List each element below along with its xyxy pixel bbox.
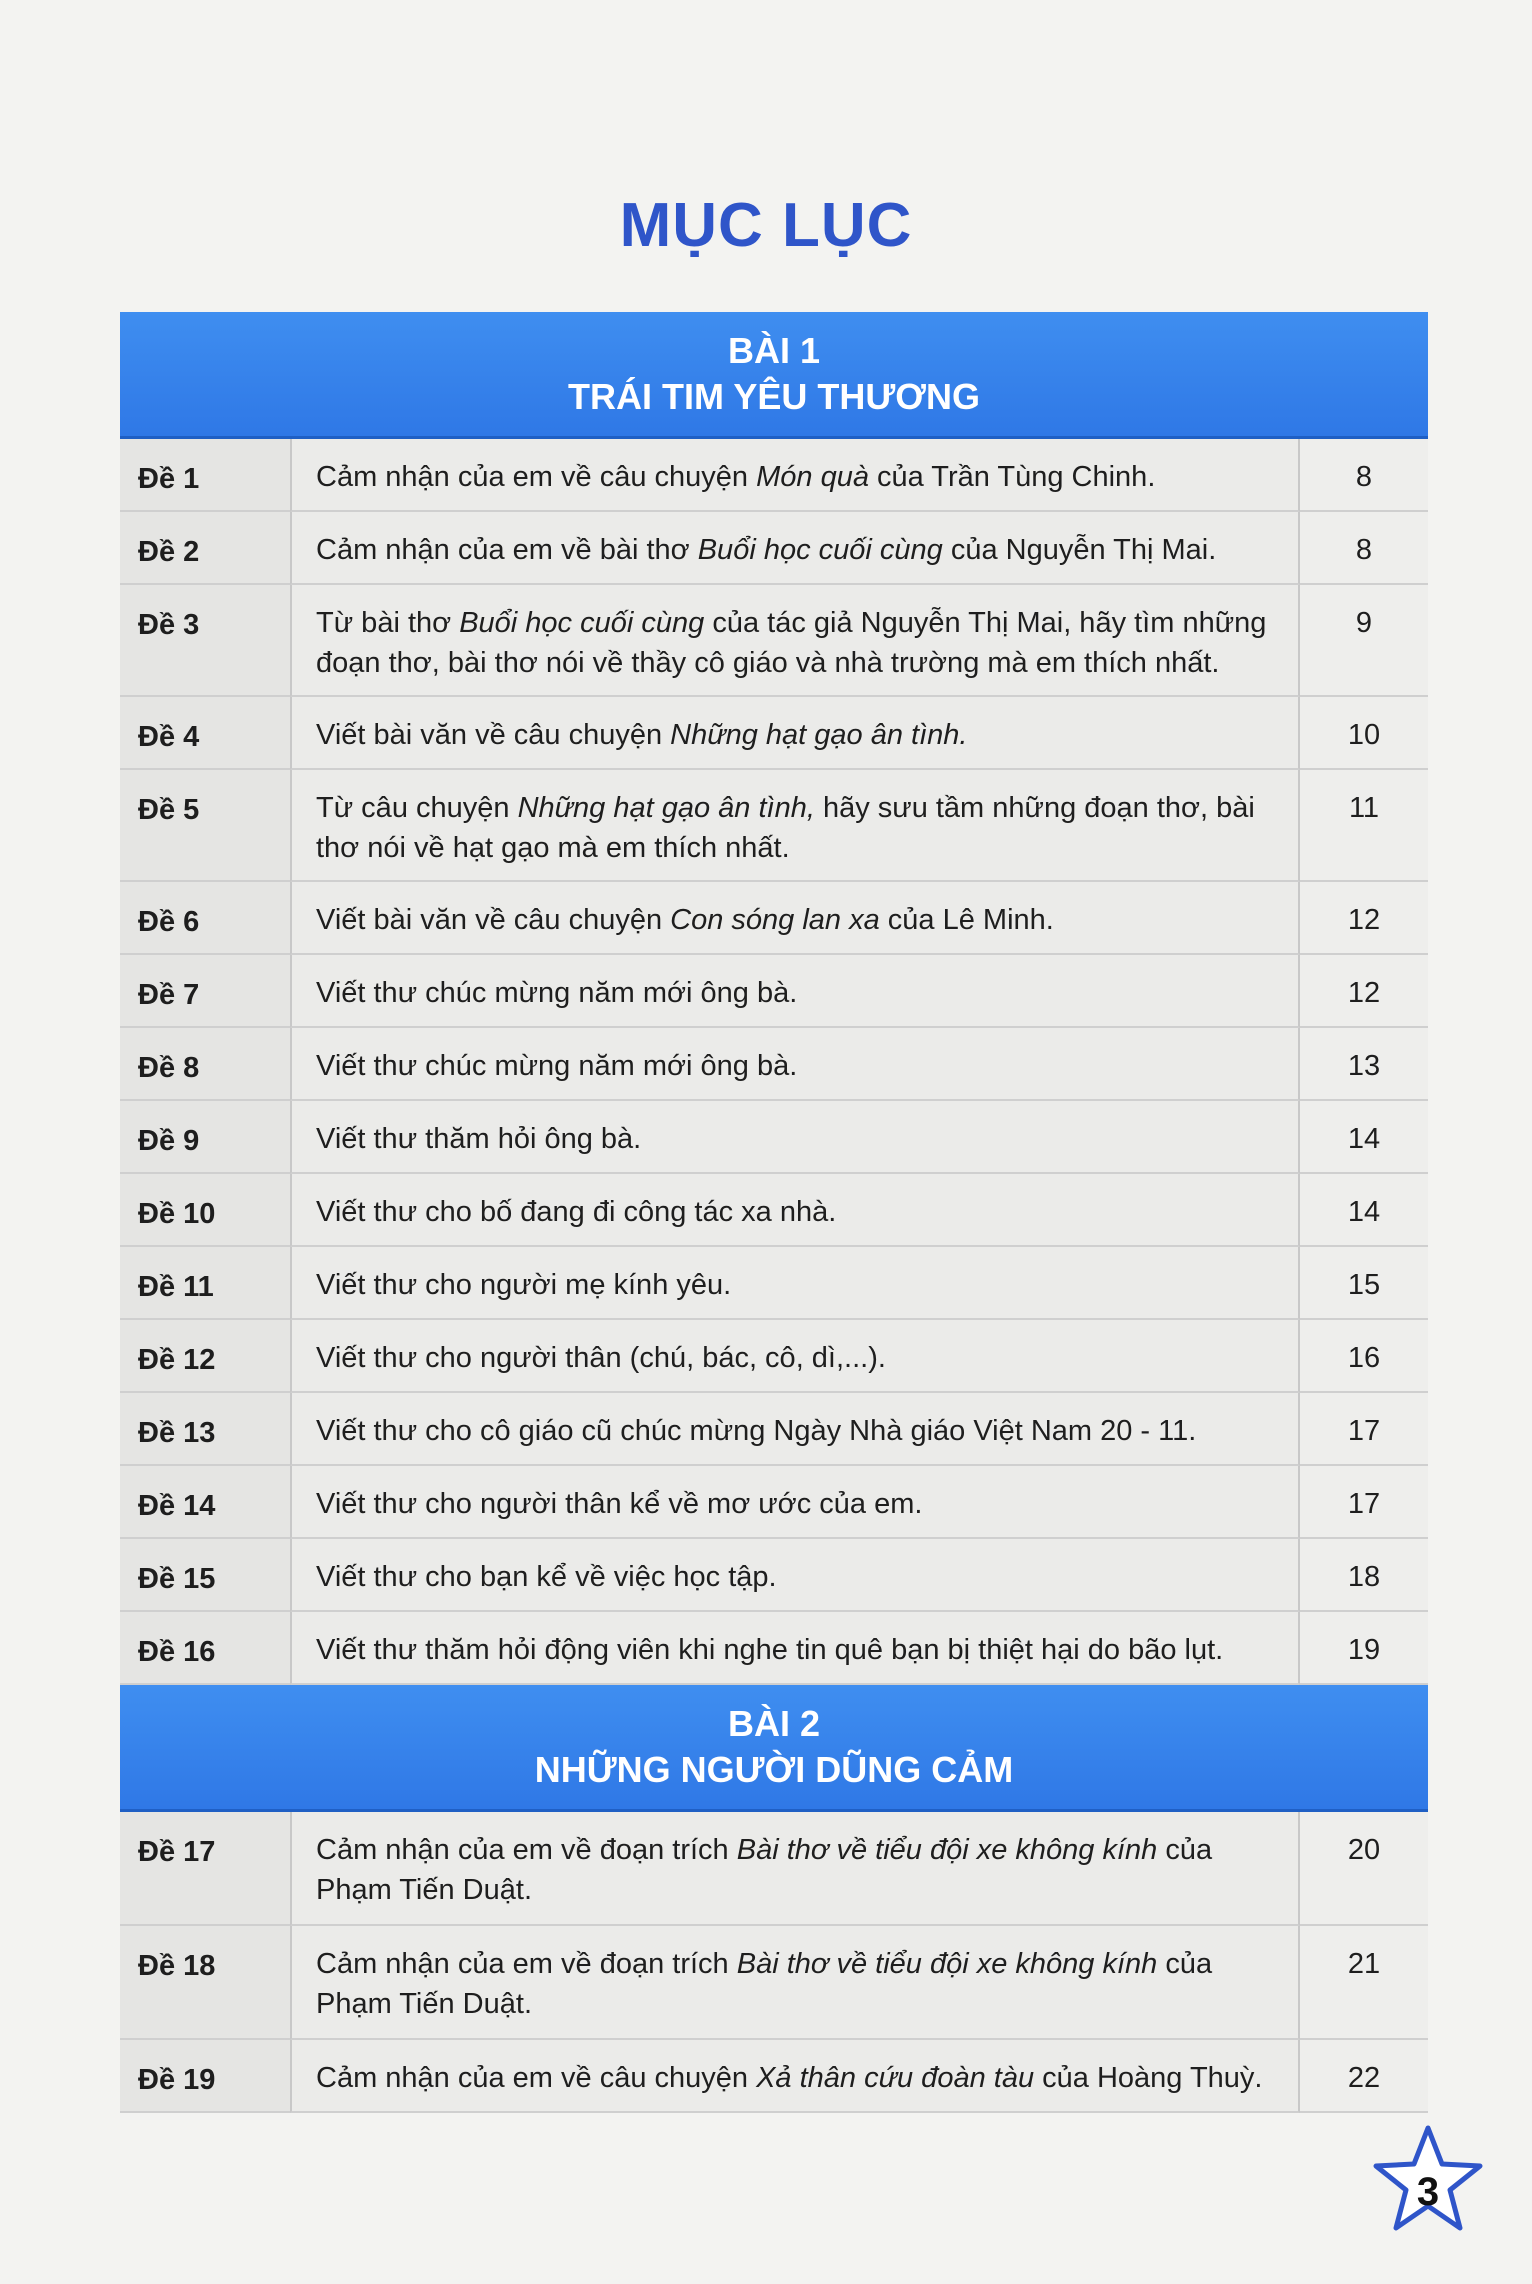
entry-title xyxy=(290,1174,1300,1247)
entry-title-text: của Phạm Tiến Duật. xyxy=(316,1834,1213,1906)
entry-page: 18 xyxy=(1300,1539,1428,1612)
entry-number: Đề 8 xyxy=(120,1028,290,1101)
entry-title-italic: Những hạt gạo ân tình. xyxy=(670,719,968,751)
entry-title-text: Cảm nhận của em về câu chuyện xyxy=(316,461,757,493)
entry-title xyxy=(290,955,1300,1028)
entry-title xyxy=(290,1101,1300,1174)
entry-title-text: của Phạm Tiến Duật. xyxy=(316,1948,1213,2020)
entry-title xyxy=(290,697,1300,770)
entry-title-text: hãy sưu tầm những đoạn thơ, bài thơ nói về hạt gạo mà em thích nhất. xyxy=(316,792,1255,864)
entry-title xyxy=(290,1812,1300,1926)
entry-title-text: Cảm nhận của em về câu chuyện xyxy=(316,2062,757,2094)
entry-number: Đề 9 xyxy=(120,1101,290,1174)
entry-page: 8 xyxy=(1300,439,1428,512)
entry-number: Đề 10 xyxy=(120,1174,290,1247)
entry-title-text: Từ bài thơ xyxy=(316,607,460,639)
entry-title-text: Viết bài văn về câu chuyện xyxy=(316,719,671,751)
entry-page: 8 xyxy=(1300,512,1428,585)
entry-title-italic: Món quà xyxy=(756,461,869,493)
entry-page: 21 xyxy=(1300,1926,1428,2040)
entry-page: 14 xyxy=(1300,1101,1428,1174)
entry-title-text: Viết thư cho người thân kể về mơ ước của em. xyxy=(316,1488,923,1520)
entry-title xyxy=(290,1320,1300,1393)
section-name: NHỮNG NGƯỜI DŨNG CẢM xyxy=(534,1749,1014,1790)
entry-title xyxy=(290,1466,1300,1539)
section-label: BÀI 2 xyxy=(727,1703,821,1744)
entry-page: 17 xyxy=(1300,1393,1428,1466)
entry-title-text: của tác giả Nguyễn Thị Mai, hãy tìm những đoạn thơ, bài thơ nói về thầy cô giáo và nhà trường mà em thích nhất. xyxy=(316,607,1267,679)
entry-title xyxy=(290,512,1300,585)
entry-page: 20 xyxy=(1300,1812,1428,1926)
entry-title-italic: Con sóng lan xa xyxy=(670,904,880,936)
entry-number: Đề 12 xyxy=(120,1320,290,1393)
entry-page: 12 xyxy=(1300,955,1428,1028)
entry-number: Đề 18 xyxy=(120,1926,290,2040)
entry-title xyxy=(290,439,1300,512)
entry-number: Đề 5 xyxy=(120,770,290,882)
entry-number: Đề 14 xyxy=(120,1466,290,1539)
entry-title xyxy=(290,1612,1300,1685)
section-label: BÀI 1 xyxy=(727,330,821,371)
entry-title-text: Viết thư chúc mừng năm mới ông bà. xyxy=(316,977,798,1009)
entry-page: 11 xyxy=(1300,770,1428,882)
section-header xyxy=(120,312,1428,439)
entry-page: 19 xyxy=(1300,1612,1428,1685)
entry-number: Đề 6 xyxy=(120,882,290,955)
entry-page: 22 xyxy=(1300,2040,1428,2113)
entry-title-text: Viết thư cho cô giáo cũ chúc mừng Ngày Nhà giáo Việt Nam 20 - 11. xyxy=(316,1415,1197,1447)
entry-title-text: Viết thư thăm hỏi động viên khi nghe tin quê bạn bị thiệt hại do bão lụt. xyxy=(316,1634,1224,1666)
entry-title-text: Viết thư thăm hỏi ông bà. xyxy=(316,1123,642,1155)
section-name: TRÁI TIM YÊU THƯƠNG xyxy=(568,376,980,417)
entry-title-italic: Xả thân cứu đoàn tàu xyxy=(756,2062,1035,2094)
entry-number: Đề 11 xyxy=(120,1247,290,1320)
entry-title-italic: Buổi học cuối cùng xyxy=(459,607,705,639)
entry-title-text: của Nguyễn Thị Mai. xyxy=(942,534,1217,566)
entry-title-text: Viết thư chúc mừng năm mới ông bà. xyxy=(316,1050,798,1082)
entry-title-text: của Lê Minh. xyxy=(879,904,1054,936)
table-of-contents xyxy=(120,312,1428,2113)
entry-number: Đề 7 xyxy=(120,955,290,1028)
entry-title-text: Cảm nhận của em về đoạn trích xyxy=(316,1948,737,1980)
entry-page: 15 xyxy=(1300,1247,1428,1320)
entry-title-text: của Trần Tùng Chinh. xyxy=(868,461,1156,493)
entry-title xyxy=(290,1539,1300,1612)
entry-page: 10 xyxy=(1300,697,1428,770)
entry-page: 12 xyxy=(1300,882,1428,955)
entry-title-text: Viết thư cho bố đang đi công tác xa nhà. xyxy=(316,1196,837,1228)
entry-page: 13 xyxy=(1300,1028,1428,1101)
section-header xyxy=(120,1685,1428,1812)
entry-title xyxy=(290,2040,1300,2113)
entry-number: Đề 16 xyxy=(120,1612,290,1685)
page-title: MỤC LỤC xyxy=(619,191,913,260)
entry-number: Đề 15 xyxy=(120,1539,290,1612)
entry-title-text: Cảm nhận của em về bài thơ xyxy=(316,534,698,566)
entry-title xyxy=(290,1247,1300,1320)
entry-title-text: Viết thư cho người mẹ kính yêu. xyxy=(316,1269,732,1301)
entry-title-italic: Buổi học cuối cùng xyxy=(697,534,943,566)
entry-page: 16 xyxy=(1300,1320,1428,1393)
entry-title-italic: Những hạt gạo ân tình, xyxy=(517,792,815,824)
entry-title-text: Từ câu chuyện xyxy=(316,792,518,824)
entry-page: 14 xyxy=(1300,1174,1428,1247)
entry-page: 9 xyxy=(1300,585,1428,697)
entry-title xyxy=(290,585,1300,697)
entry-title xyxy=(290,1028,1300,1101)
entry-number: Đề 3 xyxy=(120,585,290,697)
entry-title xyxy=(290,1926,1300,2040)
entry-title xyxy=(290,1393,1300,1466)
entry-number: Đề 4 xyxy=(120,697,290,770)
page-number: 3 xyxy=(1416,2170,1440,2214)
entry-title-text: Viết bài văn về câu chuyện xyxy=(316,904,671,936)
entry-number: Đề 17 xyxy=(120,1812,290,1926)
entry-title-italic: Bài thơ về tiểu đội xe không kính xyxy=(736,1834,1158,1866)
entry-title xyxy=(290,770,1300,882)
entry-title-text: của Hoàng Thuỳ. xyxy=(1034,2062,1263,2094)
entry-page: 17 xyxy=(1300,1466,1428,1539)
entry-title-text: Viết thư cho người thân (chú, bác, cô, dì,...). xyxy=(316,1342,886,1374)
entry-title-italic: Bài thơ về tiểu đội xe không kính xyxy=(736,1948,1158,1980)
entry-title-text: Viết thư cho bạn kể về việc học tập. xyxy=(316,1561,777,1593)
entry-title xyxy=(290,882,1300,955)
entry-number: Đề 13 xyxy=(120,1393,290,1466)
entry-number: Đề 1 xyxy=(120,439,290,512)
entry-title-text: Cảm nhận của em về đoạn trích xyxy=(316,1834,737,1866)
entry-number: Đề 2 xyxy=(120,512,290,585)
entry-number: Đề 19 xyxy=(120,2040,290,2113)
